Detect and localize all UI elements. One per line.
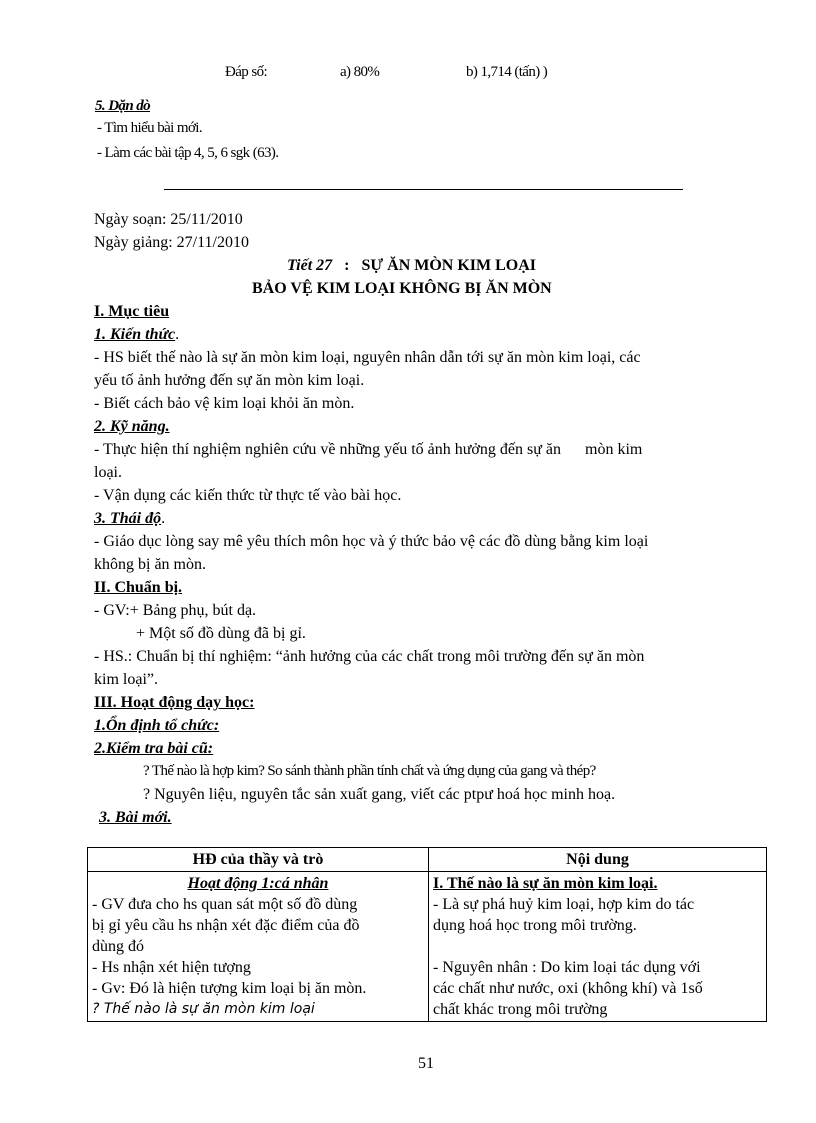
review-question-1: ? Thế nào là hợp kim? So sánh thành phần tính chất và ứng dụng của gang và thép? [143,763,596,779]
homework-title: 5. Dặn dò [95,98,151,114]
content-line-5: chất khác trong môi trường [433,1001,608,1018]
page-number: 51 [418,1055,434,1072]
attitude-heading-line [94,510,165,528]
activity-line-3: dùng đó [92,938,144,955]
skills-line-2: loại. [94,464,122,481]
preparation-hs-2: kim loại”. [94,671,158,688]
lesson-subtitle: BẢO VỆ KIM LOẠI KHÔNG BỊ ĂN MÒN [252,280,552,297]
attitude-line-1: - Giáo dục lòng say mê yêu thích môn học và ý thức bảo vệ các đồ dùng bằng kim loại [94,533,649,550]
lesson-separator: : [344,257,350,274]
lesson-title: SỰ ĂN MÒN KIM LOẠI [361,257,537,274]
table-header-content: Nội dung [429,848,767,872]
answer-b: b) 1,714 (tấn) ) [466,64,548,80]
content-line-3: - Nguyên nhân : Do kim loại tác dụng với [433,959,701,976]
answer-a: a) 80% [340,64,380,80]
date-taught: Ngày giảng: 27/11/2010 [94,234,249,251]
preparation-heading: II. Chuẩn bị. [94,579,183,596]
activity-line-6: ? Thế nào là sự ăn mòn kim loại [92,1001,315,1017]
lesson-title-line1 [287,257,536,275]
content-heading: I. Thế nào là sự ăn mòn kim loại. [433,875,658,892]
review-heading: 2.Kiểm tra bài cũ: [94,740,214,757]
knowledge-heading-line [94,326,179,344]
lesson-table [87,847,767,1022]
knowledge-heading: 1. Kiến thức [94,326,176,343]
activity-line-5: - Gv: Đó là hiện tượng kim loại bị ăn mòn. [92,980,367,997]
organization-heading: 1.Ổn định tổ chức: [94,717,220,734]
activity-line-2: bị gỉ yêu cầu hs nhận xét đặc điểm của đồ [92,917,360,934]
review-question-2: ? Nguyên liệu, nguyên tắc sản xuất gang, viết các ptpư hoá học minh hoạ. [143,786,616,803]
attitude-line-2: không bị ăn mòn. [94,556,206,573]
content-line-4: các chất như nước, oxi (không khí) và 1số [433,980,703,997]
preparation-hs-1: - HS.: Chuẩn bị thí nghiệm: “ảnh hưởng của các chất trong môi trường đến sự ăn mòn [94,648,645,665]
activity-line-1: - GV đưa cho hs quan sát một số đồ dùng [92,896,358,913]
lesson-period: Tiết 27 [287,257,333,274]
attitude-heading: 3. Thái độ [94,510,162,527]
activities-heading: III. Hoạt động dạy học: [94,694,255,711]
table-header-row [88,848,767,872]
content-line-1: - Là sự phá huỷ kim loại, hợp kim do tác [433,896,695,913]
skills-line-3: - Vận dụng các kiến thức từ thực tế vào bài học. [94,487,402,504]
table-row [88,872,767,1022]
knowledge-line-2: yếu tố ảnh hưởng đến sự ăn mòn kim loại. [94,372,365,389]
section-divider [164,189,683,190]
objectives-heading: I. Mục tiêu [94,303,170,320]
activity-cell [88,872,429,1022]
activity-line-4: - Hs nhận xét hiện tượng [92,959,251,976]
skills-line-1: - Thực hiện thí nghiệm nghiên cứu về những yếu tố ảnh hưởng đến sự ăn mòn kim [94,441,643,458]
content-spacer [433,936,762,957]
preparation-gv-2: + Một số đồ dùng đã bị gỉ. [136,625,306,642]
preparation-gv-1: - GV:+ Bảng phụ, bút dạ. [94,602,257,619]
content-line-2: dụng hoá học trong môi trường. [433,917,637,934]
table-header-activity: HĐ của thầy và trò [88,848,429,872]
knowledge-line-3: - Biết cách bảo vệ kim loại khỏi ăn mòn. [94,395,355,412]
homework-item-2: - Làm các bài tập 4, 5, 6 sgk (63). [97,145,279,161]
knowledge-heading-dot: . [175,326,180,343]
activity-title: Hoạt động 1:cá nhân [187,875,329,892]
date-prepared: Ngày soạn: 25/11/2010 [94,211,243,228]
skills-heading: 2. Kỹ năng. [94,418,170,435]
knowledge-line-1: - HS biết thế nào là sự ăn mòn kim loại, nguyên nhân dẫn tới sự ăn mòn kim loại, các [94,349,641,366]
homework-item-1: - Tìm hiểu bài mới. [97,120,202,136]
content-cell [429,872,767,1022]
attitude-heading-dot: . [161,510,166,527]
new-lesson-heading: 3. Bài mới. [99,809,172,826]
answer-label: Đáp số: [225,64,268,80]
